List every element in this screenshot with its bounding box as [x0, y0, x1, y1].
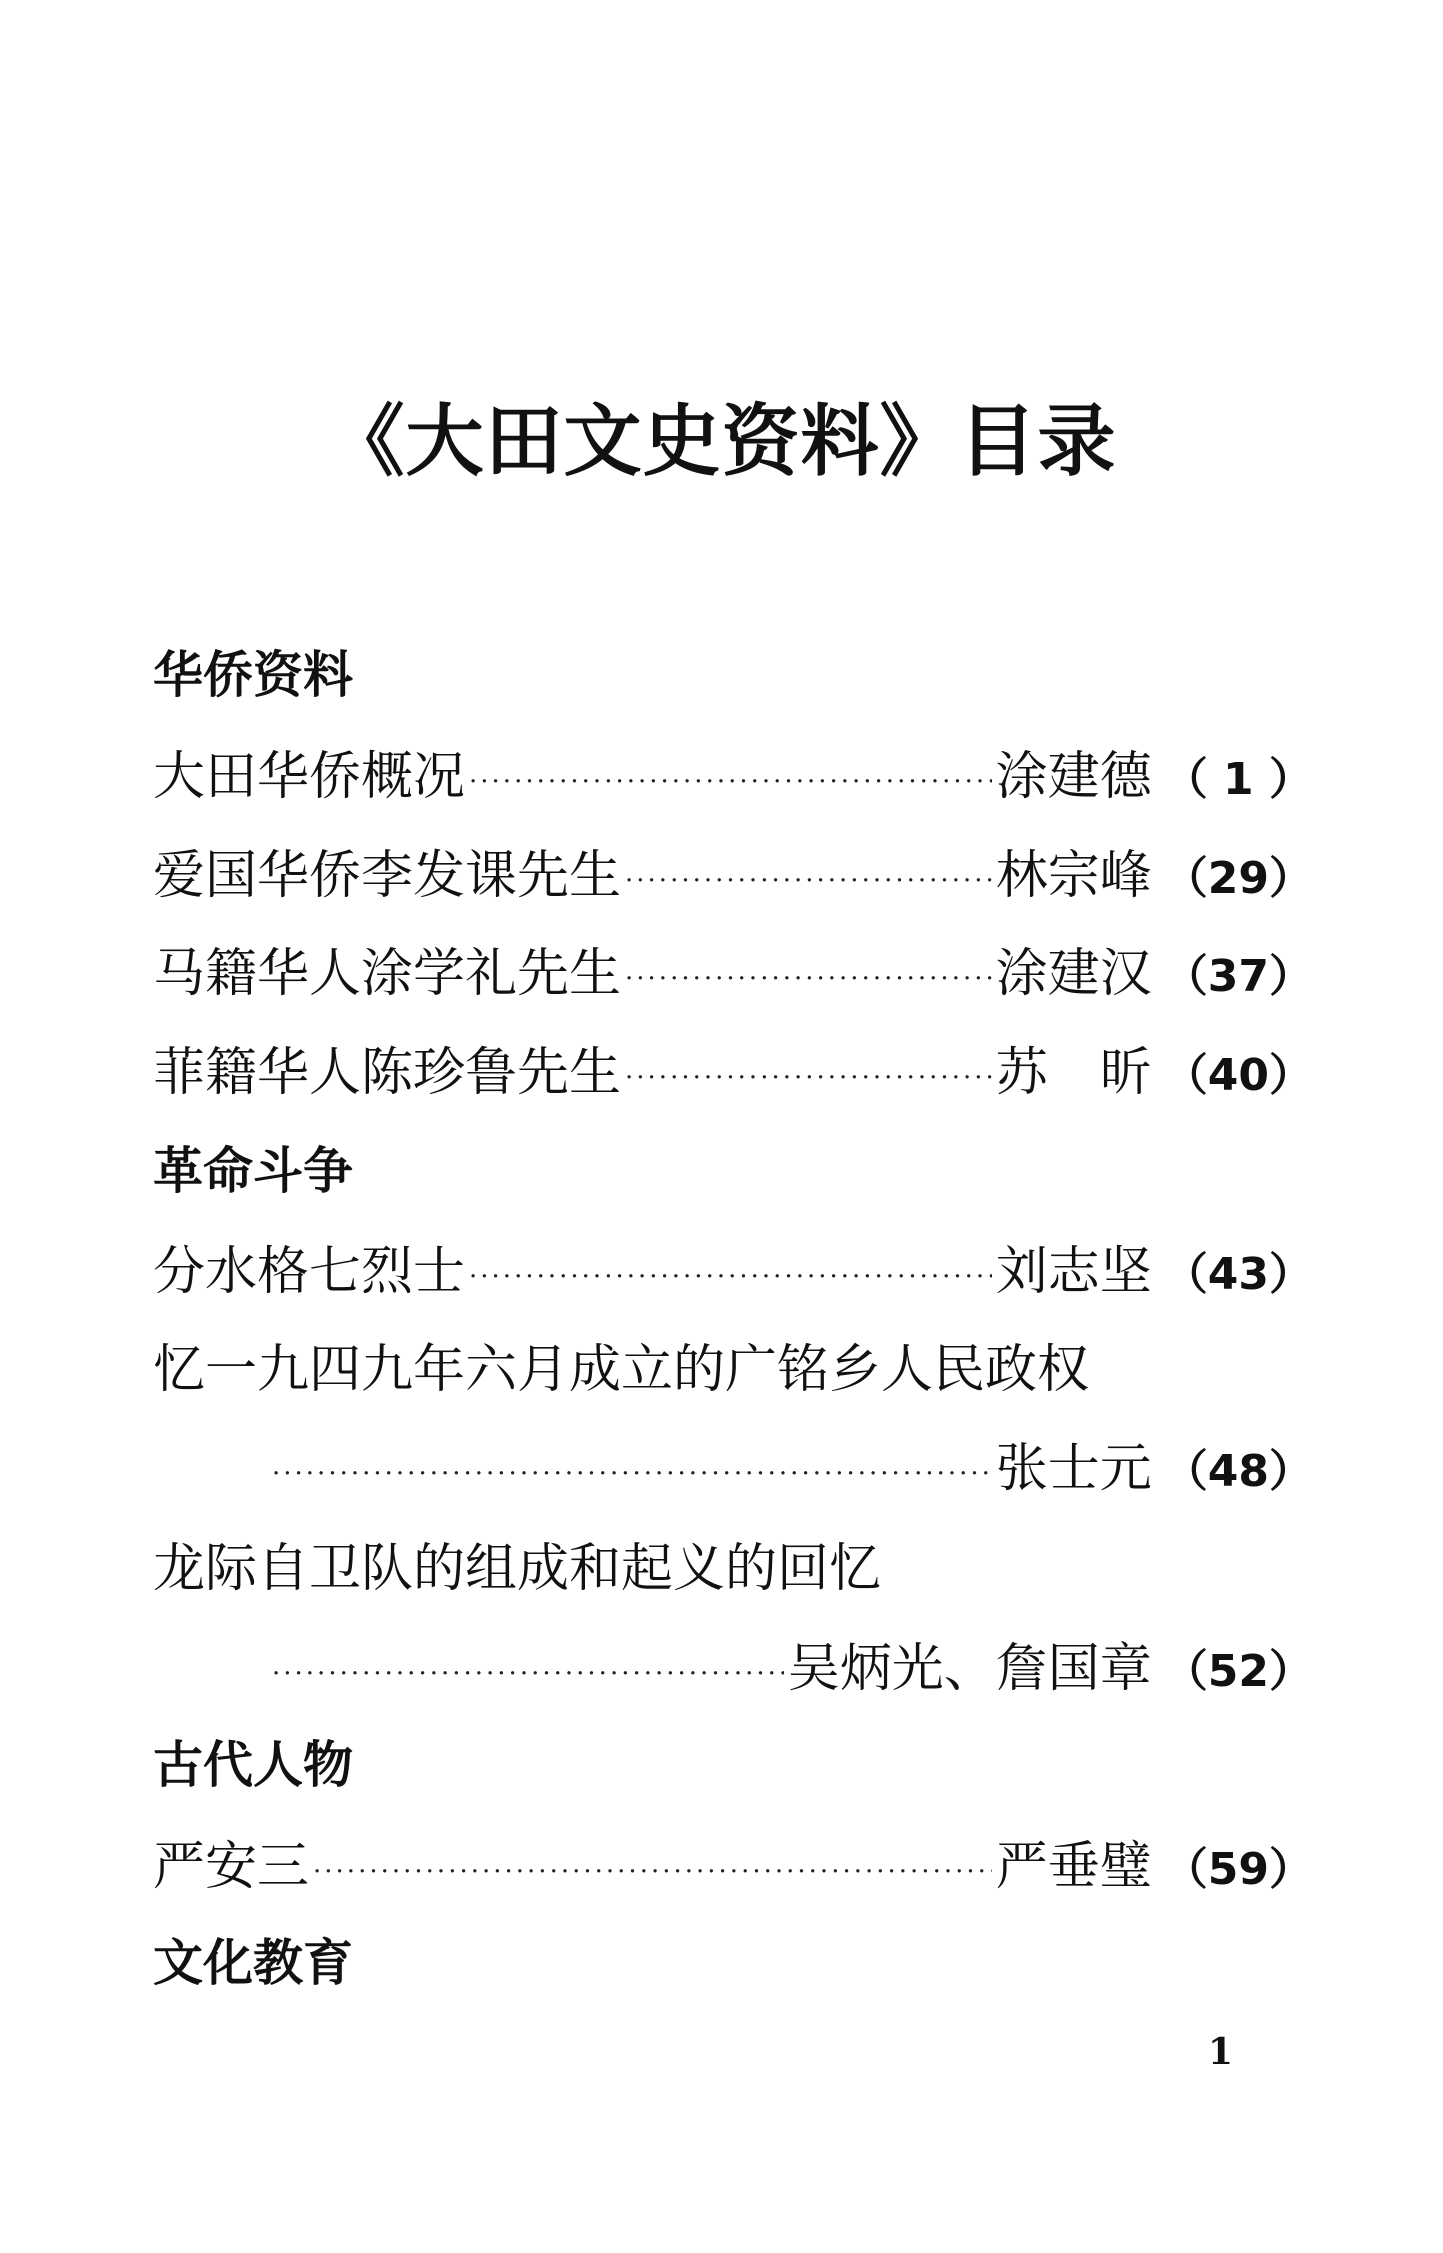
toc-entry [153, 1240, 1313, 1304]
dot-leader [313, 1840, 992, 1904]
toc-entry-continuation [268, 1637, 1313, 1701]
entry-page: （43） [1163, 1249, 1313, 1300]
entry-page: （59） [1163, 1844, 1313, 1895]
entry-title: 菲籍华人陈珍鲁先生 [153, 1043, 622, 1103]
entry-title: 忆一九四九年六月成立的广铭乡人民政权 [153, 1340, 1090, 1400]
entry-author: 刘志坚 [995, 1242, 1152, 1302]
toc-entry-continuation [268, 1437, 1313, 1501]
toc-entry [153, 942, 1313, 1006]
dot-leader [625, 947, 992, 1011]
entry-page: （48） [1163, 1446, 1313, 1497]
page-title: 《大田文史资料》目录 [326, 397, 1117, 487]
section-heading: 古代人物 [153, 1736, 353, 1794]
entry-title: 严安三 [153, 1837, 310, 1897]
toc-entry [153, 1835, 1313, 1899]
toc-entry [153, 745, 1313, 809]
dot-leader [469, 1245, 992, 1309]
dot-leader [625, 849, 992, 913]
page-number: 1 [1208, 2031, 1234, 2073]
section-heading: 革命斗争 [153, 1142, 353, 1200]
entry-page: （ 1 ） [1163, 754, 1313, 805]
entry-page: （29） [1163, 853, 1313, 904]
entry-author: 张士元 [995, 1439, 1152, 1499]
toc-entry [153, 1041, 1313, 1105]
dot-leader [272, 1442, 992, 1506]
toc-entry [153, 844, 1313, 908]
entry-page: （40） [1163, 1050, 1313, 1101]
dot-leader [625, 1046, 992, 1110]
entry-title: 爱国华侨李发课先生 [153, 846, 622, 906]
entry-author: 苏 昕 [995, 1043, 1152, 1103]
entry-author: 吴炳光、詹国章 [787, 1639, 1152, 1699]
entry-author: 林宗峰 [995, 846, 1152, 906]
entry-title: 大田华侨概况 [153, 747, 466, 807]
dot-leader [272, 1642, 784, 1706]
section-heading: 华侨资料 [153, 646, 353, 704]
entry-author: 严垂璧 [995, 1837, 1152, 1897]
entry-title: 分水格七烈士 [153, 1242, 466, 1302]
entry-title: 马籍华人涂学礼先生 [153, 944, 622, 1004]
entry-page: （37） [1163, 951, 1313, 1002]
entry-author: 涂建德 [995, 747, 1152, 807]
section-heading: 文化教育 [153, 1934, 353, 1992]
entry-title: 龙际自卫队的组成和起义的回忆 [153, 1539, 882, 1599]
dot-leader [469, 750, 992, 814]
entry-author: 涂建汉 [995, 944, 1152, 1004]
entry-page: （52） [1163, 1646, 1313, 1697]
